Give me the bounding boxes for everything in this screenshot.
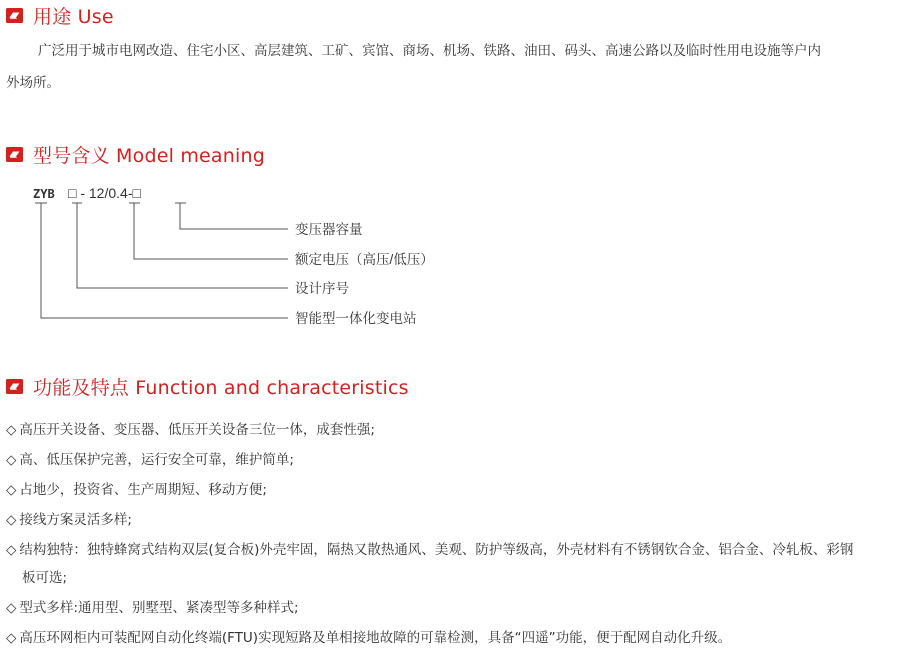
red-label-icon — [6, 379, 23, 394]
diamond-bullet-icon: ◇ — [6, 452, 17, 468]
feature-text: 高、低压保护完善，运行安全可靠，维护简单; — [19, 452, 294, 468]
model-label-voltage: 额定电压（高压/低压） — [295, 252, 434, 267]
feature-text: 板可选; — [22, 570, 68, 586]
feature-item — [6, 626, 731, 646]
feature-item — [6, 596, 299, 616]
feature-text: 高压开关设备、变压器、低压开关设备三位一体，成套性强; — [19, 422, 375, 438]
diamond-bullet-icon: ◇ — [6, 600, 17, 616]
feature-text: 结构独特：独特蜂窝式结构双层(复合板)外壳牢固，隔热又散热通风、美观、防护等级高，外壳材料有不锈钢钦合金、铝合金、冷轧板、彩钢 — [19, 542, 854, 558]
model-label-design-no: 设计序号 — [295, 281, 349, 296]
features-section-header — [6, 373, 409, 399]
feature-item — [6, 508, 132, 528]
feature-text: 型式多样:通用型、别墅型、紧凑型等多种样式; — [19, 600, 299, 616]
feature-text: 占地少，投资省、生产周期短、移动方便; — [19, 482, 267, 498]
use-paragraph-line1: 广泛用于城市电网改造、住宅小区、高层建筑、工矿、宾馆、商场、机场、铁路、油田、码头、高速公路以及临时性用电设施等户内 — [38, 43, 821, 59]
feature-text: 接线方案灵活多样; — [19, 512, 132, 528]
model-diagram — [0, 175, 900, 335]
model-code-mid: □ - 12/0.4-□ — [68, 185, 141, 201]
use-title: 用途 Use — [33, 5, 114, 28]
model-section-header — [6, 141, 265, 167]
feature-item — [6, 478, 267, 498]
model-code-prefix: ZYB — [33, 187, 55, 201]
feature-text: 高压环网柜内可装配网自动化终端(FTU)实现短路及单相接地故障的可靠检测，具备“四遥”功能，便于配网自动化升级。 — [19, 630, 732, 646]
feature-item — [6, 538, 853, 558]
model-title: 型号含义 Model meaning — [33, 144, 265, 167]
feature-item-continuation — [22, 566, 67, 586]
diamond-bullet-icon: ◇ — [6, 422, 17, 438]
diamond-bullet-icon: ◇ — [6, 630, 17, 646]
diamond-bullet-icon: ◇ — [6, 512, 17, 528]
diamond-bullet-icon: ◇ — [6, 542, 17, 558]
use-section-header — [6, 2, 114, 28]
model-label-capacity: 变压器容量 — [295, 222, 363, 237]
red-label-icon — [6, 147, 23, 162]
use-paragraph-line2: 外场所。 — [6, 75, 60, 91]
model-label-substation: 智能型一体化变电站 — [295, 311, 417, 326]
diamond-bullet-icon: ◇ — [6, 482, 17, 498]
feature-item — [6, 448, 294, 468]
features-title: 功能及特点 Function and characteristics — [33, 376, 409, 399]
feature-item — [6, 418, 375, 438]
model-connector-lines — [35, 203, 288, 318]
red-label-icon — [6, 8, 23, 23]
